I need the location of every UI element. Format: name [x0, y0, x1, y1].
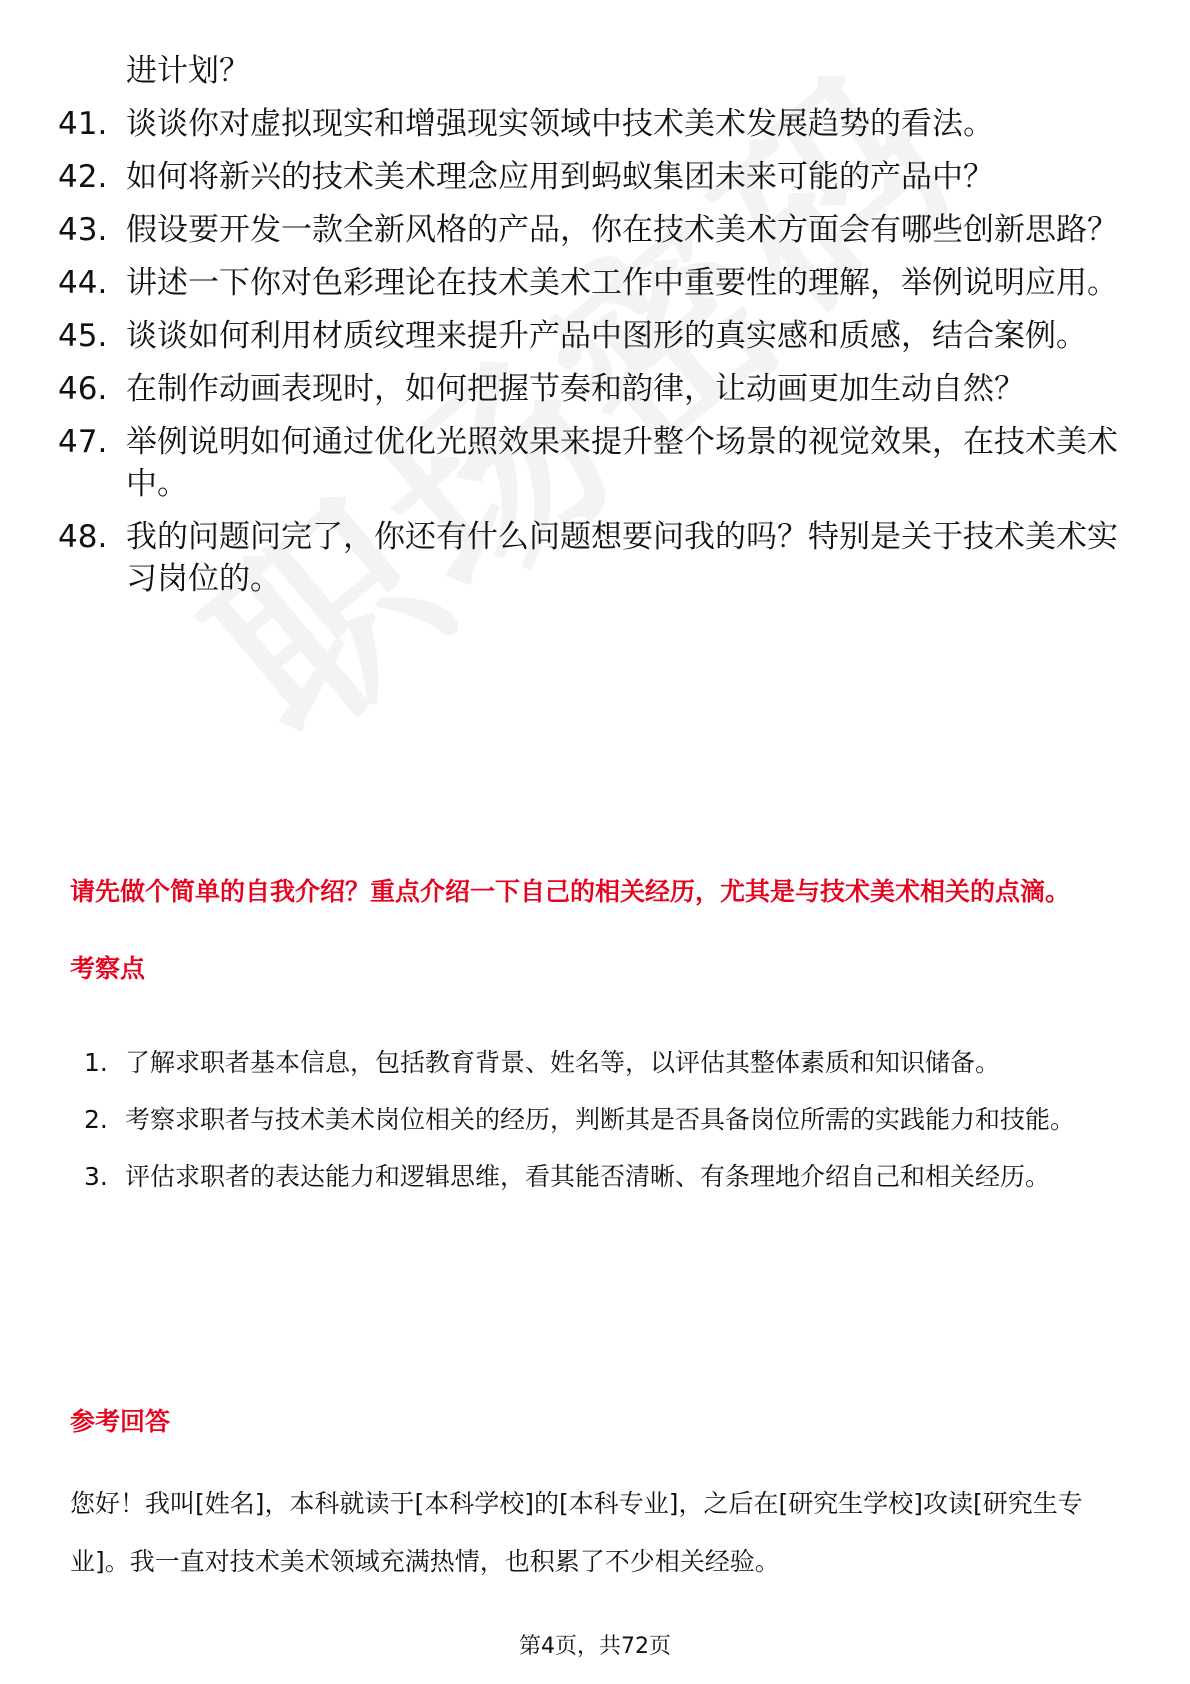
question-number: 44.: [58, 265, 108, 301]
points-title: 考察点: [70, 954, 146, 983]
question-number: 41.: [58, 106, 108, 142]
question-item: [58, 156, 1128, 198]
question-continuation: 进计划？: [126, 53, 250, 89]
point-text: 考察求职者与技术美术岗位相关的经历，判断其是否具备岗位所需的实践能力和技能。: [125, 1105, 1076, 1134]
question-item: [58, 209, 1128, 251]
point-item: [80, 1034, 1120, 1091]
page-footer: 第4页，共72页: [519, 1634, 671, 1659]
question-number: 47.: [58, 424, 108, 460]
featured-question-heading: 请先做个简单的自我介绍？重点介绍一下自己的相关经历，尤其是与技术美术相关的点滴。: [70, 877, 1071, 906]
question-text: 如何将新兴的技术美术理念应用到蚂蚁集团未来可能的产品中？: [126, 159, 994, 195]
question-number: 43.: [58, 212, 108, 248]
point-number: 2.: [84, 1105, 108, 1134]
point-number: 3.: [84, 1162, 108, 1191]
question-list: [58, 50, 1128, 600]
point-text: 评估求职者的表达能力和逻辑思维，看其能否清晰、有条理地介绍自己和相关经历。: [125, 1162, 1051, 1191]
point-number: 1.: [84, 1048, 108, 1077]
question-text: 我的问题问完了，你还有什么问题想要问我的吗？特别是关于技术美术实习岗位的。: [126, 519, 1118, 597]
question-number: 45.: [58, 318, 108, 354]
answer-title: 参考回答: [70, 1407, 171, 1436]
question-item: [58, 262, 1128, 304]
question-item: [58, 516, 1128, 600]
question-item: [58, 315, 1128, 357]
points-list: [80, 1034, 1120, 1205]
point-item: [80, 1091, 1120, 1148]
question-text: 在制作动画表现时，如何把握节奏和韵律，让动画更加生动自然？: [126, 371, 1025, 407]
question-item: [58, 421, 1128, 505]
question-number: 46.: [58, 371, 108, 407]
point-text: 了解求职者基本信息，包括教育背景、姓名等，以评估其整体素质和知识储备。: [125, 1048, 1001, 1077]
question-number: 48.: [58, 519, 108, 555]
question-number: 42.: [58, 159, 108, 195]
answer-text: 您好！我叫[姓名]，本科就读于[本科学校]的[本科专业]，之后在[研究生学校]攻读[研究生专业]。我一直对技术美术领域充满热情，也积累了不少相关经验。: [70, 1489, 1083, 1576]
point-item: [80, 1148, 1120, 1205]
question-item: [58, 368, 1128, 410]
question-text: 谈谈你对虚拟现实和增强现实领域中技术美术发展趋势的看法。: [126, 106, 994, 142]
question-item: [58, 103, 1128, 145]
question-text: 谈谈如何利用材质纹理来提升产品中图形的真实感和质感，结合案例。: [126, 318, 1087, 354]
question-text: 讲述一下你对色彩理论在技术美术工作中重要性的理解，举例说明应用。: [126, 265, 1118, 301]
question-text: 假设要开发一款全新风格的产品，你在技术美术方面会有哪些创新思路？: [126, 212, 1118, 248]
question-text: 举例说明如何通过优化光照效果来提升整个场景的视觉效果，在技术美术中。: [126, 424, 1118, 502]
